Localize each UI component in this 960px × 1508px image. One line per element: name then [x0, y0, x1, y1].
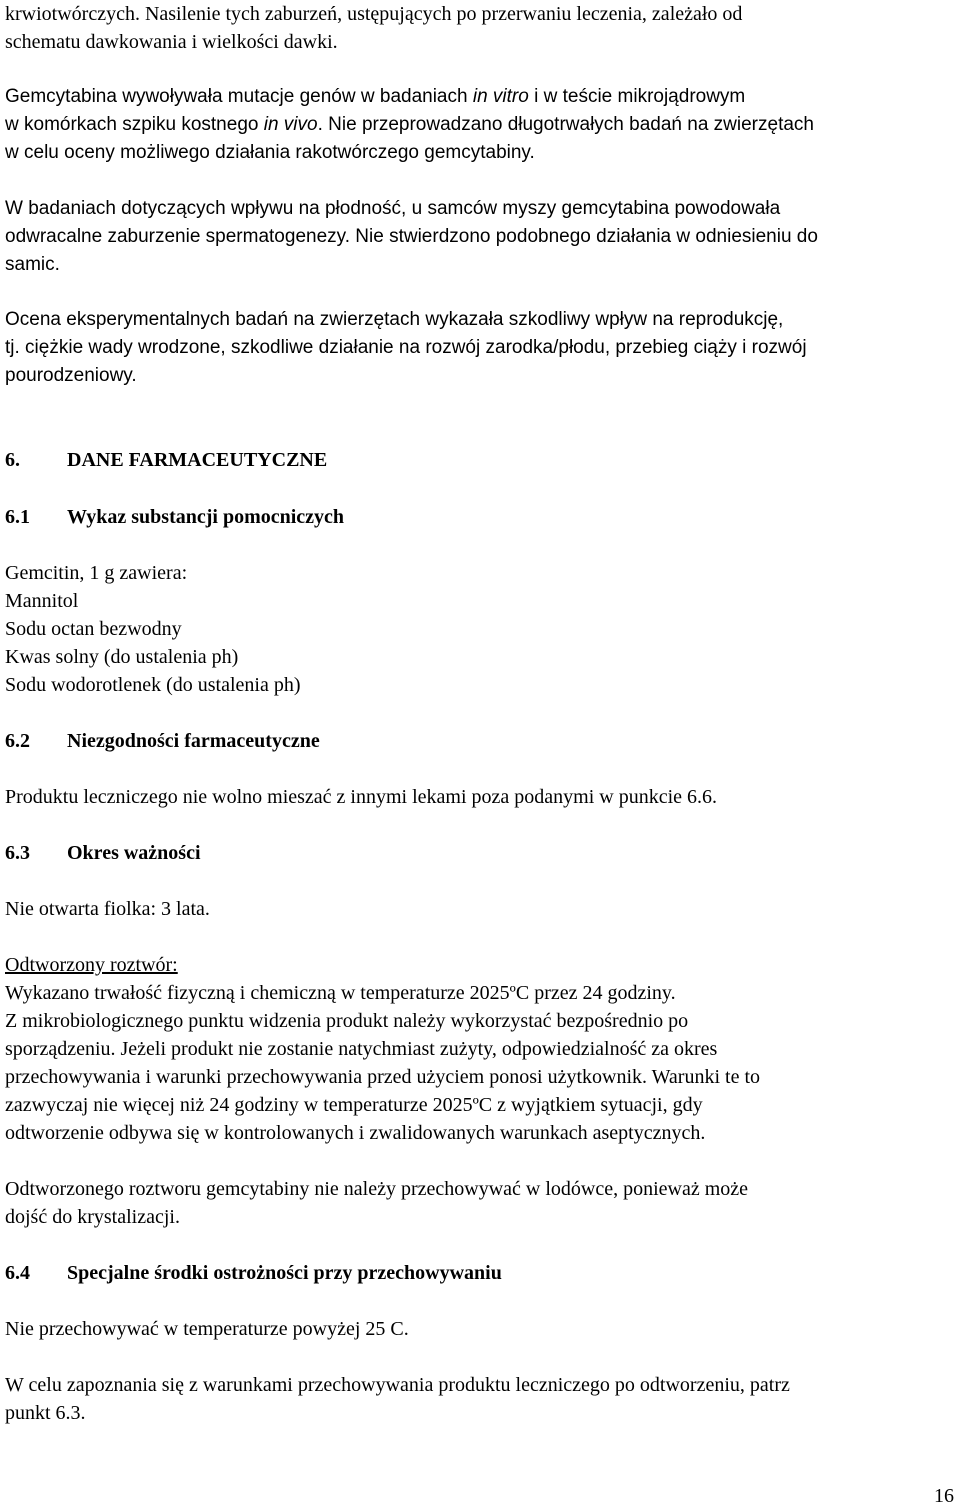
italic-term: in vivo	[263, 114, 318, 135]
section-title: DANE FARMACEUTYCZNE	[67, 449, 328, 471]
paragraph-line: przechowywania i warunki przechowywania przed użyciem ponosi użytkownik. Warunki te to	[5, 1066, 760, 1088]
paragraph-line: schematu dawkowania i wielkości dawki.	[5, 31, 338, 53]
page-number: 16	[934, 1485, 954, 1507]
text-span: Gemcytabina wywoływała mutacje genów w badaniach	[5, 86, 473, 107]
paragraph-line: Nie przechowywać w temperaturze powyżej 25 C.	[5, 1318, 409, 1340]
excipient-line: Mannitol	[5, 590, 79, 612]
paragraph-line	[5, 111, 814, 139]
section-number: 6.4	[5, 1262, 30, 1284]
paragraph-line: samic.	[5, 254, 60, 275]
paragraph-line	[5, 83, 745, 111]
paragraph-line: Produktu leczniczego nie wolno mieszać z innymi lekami poza podanymi w punkcie 6.6.	[5, 786, 718, 808]
section-number: 6.2	[5, 730, 30, 752]
paragraph-line: punkt 6.3.	[5, 1402, 86, 1424]
excipient-line: Sodu octan bezwodny	[5, 618, 182, 640]
text-span: i w teście mikrojądrowym	[528, 86, 746, 107]
paragraph-line: w celu oceny możliwego działania rakotwórczego gemcytabiny.	[5, 142, 535, 163]
subsection-heading	[5, 503, 344, 531]
paragraph-line: Nie otwarta fiolka: 3 lata.	[5, 898, 210, 920]
paragraph-line: zazwyczaj nie więcej niż 24 godziny w temperaturze 2025ºC z wyjątkiem sytuacji, gdy	[5, 1094, 703, 1116]
text-span: w komórkach szpiku kostnego	[5, 114, 264, 135]
paragraph-line: Z mikrobiologicznego punktu widzenia produkt należy wykorzystać bezpośrednio po	[5, 1010, 689, 1032]
paragraph-line: sporządzeniu. Jeżeli produkt nie zostanie natychmiast zużyty, odpowiedzialność za okres	[5, 1038, 718, 1060]
paragraph-line: Odtworzonego roztworu gemcytabiny nie należy przechowywać w lodówce, ponieważ może	[5, 1178, 749, 1200]
paragraph-line: pourodzeniowy.	[5, 365, 137, 386]
section-title: Wykaz substancji pomocniczych	[67, 506, 345, 528]
paragraph-line: tj. ciężkie wady wrodzone, szkodliwe działanie na rozwój zarodka/płodu, przebieg ciąży i rozwój	[5, 337, 807, 358]
section-number: 6.1	[5, 506, 30, 528]
section-number: 6.3	[5, 842, 30, 864]
text-span: . Nie przeprowadzano długotrwałych badań na zwierzętach	[317, 114, 814, 135]
excipient-line: Sodu wodorotlenek (do ustalenia ph)	[5, 674, 301, 696]
paragraph-line: W celu zapoznania się z warunkami przechowywania produktu leczniczego po odtworzeniu, patrz	[5, 1374, 790, 1396]
section-title: Niezgodności farmaceutyczne	[67, 730, 320, 752]
section-title: Okres ważności	[67, 842, 201, 864]
paragraph-line: odtworzenie odbywa się w kontrolowanych i zwalidowanych warunkach aseptycznych.	[5, 1122, 706, 1144]
underlined-heading: Odtworzony roztwór:	[5, 954, 178, 976]
excipient-line: Gemcitin, 1 g zawiera:	[5, 562, 188, 584]
paragraph-line: odwracalne zaburzenie spermatogenezy. Nie stwierdzono podobnego działania w odniesieniu do	[5, 226, 818, 247]
section-number: 6.	[5, 449, 20, 471]
italic-term: in vitro	[472, 86, 529, 107]
paragraph-line: krwiotwórczych. Nasilenie tych zaburzeń, ustępujących po przerwaniu leczenia, zależało od	[5, 3, 743, 25]
paragraph-line: W badaniach dotyczących wpływu na płodność, u samców myszy gemcytabina powodowała	[5, 198, 781, 219]
section-heading	[5, 446, 327, 474]
subsection-heading	[5, 1259, 502, 1287]
subsection-heading	[5, 839, 201, 867]
excipient-line: Kwas solny (do ustalenia ph)	[5, 646, 239, 668]
section-title: Specjalne środki ostrożności przy przechowywaniu	[67, 1262, 502, 1284]
subsection-heading	[5, 727, 320, 755]
paragraph-line: Wykazano trwałość fizyczną i chemiczną w temperaturze 2025ºC przez 24 godziny.	[5, 982, 676, 1004]
paragraph-line: Ocena eksperymentalnych badań na zwierzętach wykazała szkodliwy wpływ na reprodukcję,	[5, 309, 784, 330]
paragraph-line: dojść do krystalizacji.	[5, 1206, 180, 1228]
